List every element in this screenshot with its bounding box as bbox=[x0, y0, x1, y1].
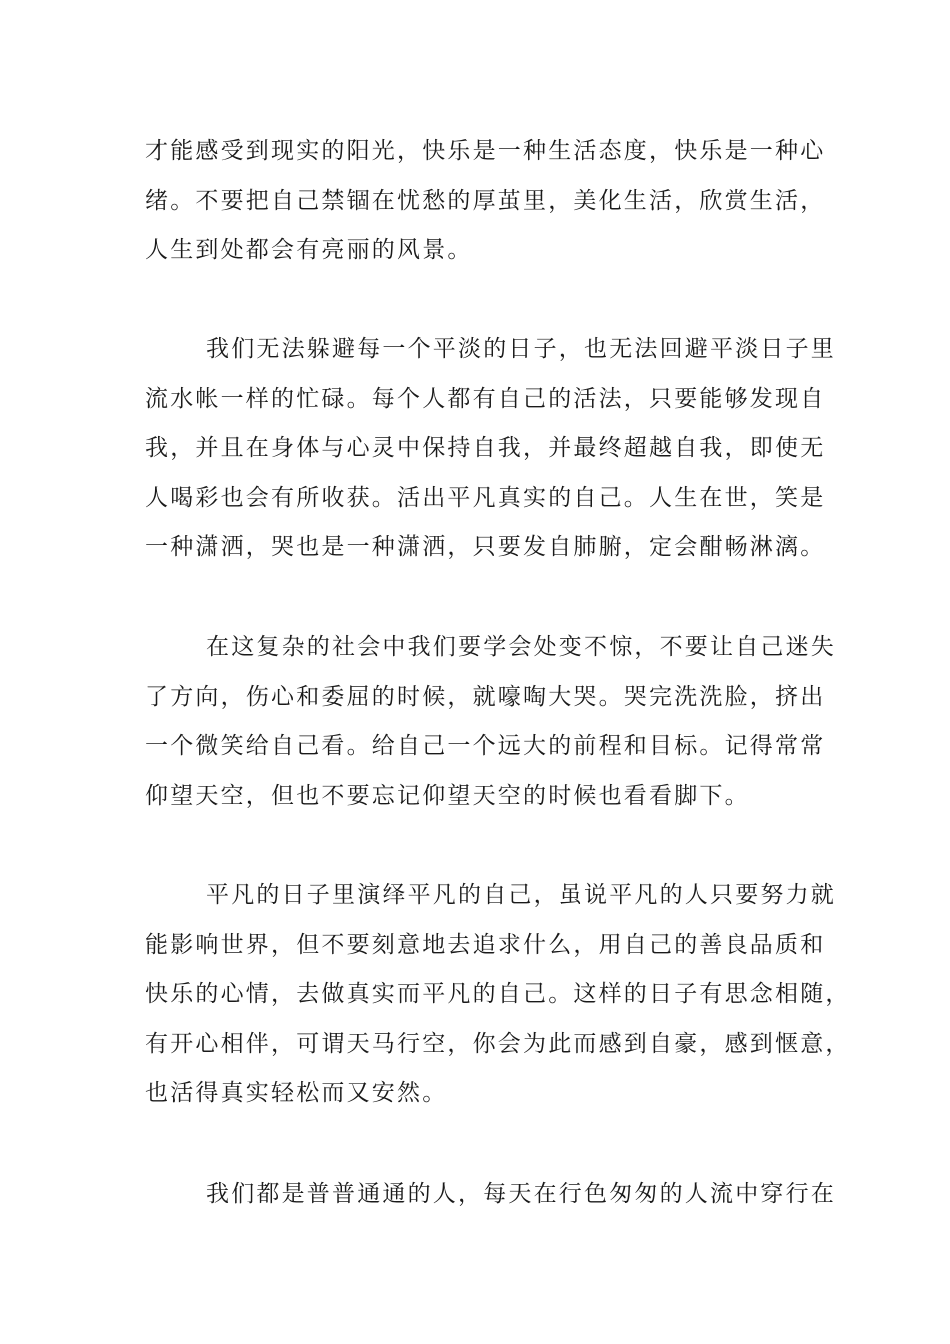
text-line: 我们无法躲避每一个平淡的日子，也无法回避平淡日子里 bbox=[206, 336, 836, 362]
text-line: 我，并且在身体与心灵中保持自我，并最终超越自我，即使无 bbox=[145, 435, 826, 461]
text-line: 在这复杂的社会中我们要学会处变不惊，不要让自己迷失 bbox=[206, 634, 836, 660]
paragraph-2 bbox=[145, 325, 836, 573]
text-line: 仰望天空，但也不要忘记仰望天空的时候也看看脚下。 bbox=[145, 782, 750, 809]
text-line: 快乐的心情，去做真实而平凡的自己。这样的日子有思念相随， bbox=[145, 981, 851, 1007]
text-line: 人喝彩也会有所收获。活出平凡真实的自己。人生在世，笑是 bbox=[145, 484, 826, 511]
paragraph-5 bbox=[145, 1170, 836, 1220]
text-line: 了方向，伤心和委屈的时候，就嚎啕大哭。哭完洗洗脸，挤出 bbox=[145, 683, 826, 710]
text-line: 平凡的日子里演绎平凡的自己，虽说平凡的人只要努力就 bbox=[206, 882, 836, 908]
text-line: 能影响世界，但不要刻意地去追求什么，用自己的善良品质和 bbox=[145, 931, 826, 958]
text-line: 一种潇洒，哭也是一种潇洒，只要发自肺腑，定会酣畅淋漓。 bbox=[145, 534, 826, 560]
text-line: 我们都是普普通通的人，每天在行色匆匆的人流中穿行在 bbox=[206, 1181, 836, 1207]
text-line: 也活得真实轻松而又安然。 bbox=[145, 1080, 448, 1106]
text-line: 才能感受到现实的阳光，快乐是一种生活态度，快乐是一种心 bbox=[145, 138, 826, 164]
text-line: 流水帐一样的忙碌。每个人都有自己的活法，只要能够发现自 bbox=[145, 385, 826, 412]
paragraph-4 bbox=[145, 871, 851, 1119]
text-line: 一个微笑给自己看。给自己一个远大的前程和目标。记得常常 bbox=[145, 733, 826, 759]
paragraph-3 bbox=[145, 623, 836, 821]
text-line: 有开心相伴，可谓天马行空，你会为此而感到自豪，感到惬意， bbox=[145, 1030, 851, 1057]
text-line: 人生到处都会有亮丽的风景。 bbox=[145, 237, 473, 263]
paragraph-1 bbox=[145, 127, 826, 276]
text-line: 绪。不要把自己禁锢在忧愁的厚茧里，美化生活，欣赏生活， bbox=[145, 187, 826, 214]
